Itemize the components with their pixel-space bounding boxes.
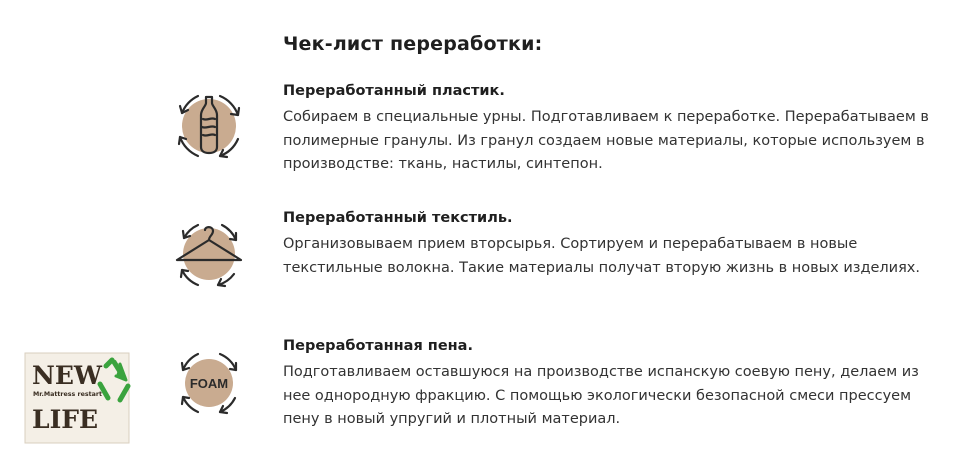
section-text: Собираем в специальные урны. Подготавливаем к переработке. Перерабатываем в полимерные гранулы. Из гранул создаем новые материалы, которые используем в производстве: ткань, настилы, синтепон.	[283, 109, 929, 172]
section-title: Переработанный пластик.	[283, 83, 505, 99]
logo-word-top: NEW	[32, 361, 102, 390]
foam-recycle-icon	[168, 342, 250, 424]
logo-brand: Mr.Mattress restart	[33, 391, 102, 398]
plastic-bottle-recycle-icon	[168, 85, 250, 167]
section-title: Переработанная пена.	[283, 338, 473, 354]
section-title: Переработанный текстиль.	[283, 210, 513, 226]
section-text: Подготавливаем оставшуюся на производстве испанскую соевую пену, делаем из нее однородную фракцию. С помощью экологически безопасной смеси прессуем пену в новый упругий и плотный материал.	[283, 364, 919, 427]
page-title: Чек-лист переработки:	[283, 33, 543, 55]
foam-icon-label: FOAM	[189, 376, 229, 391]
new-life-logo	[24, 352, 142, 444]
hanger-recycle-icon	[168, 212, 250, 294]
logo-word-bottom: LIFE	[32, 405, 99, 434]
section-text: Организовываем прием вторсырья. Сортируем и перерабатываем в новые текстильные волокна. Такие материалы получат вторую жизнь в новых изделиях.	[283, 236, 921, 276]
